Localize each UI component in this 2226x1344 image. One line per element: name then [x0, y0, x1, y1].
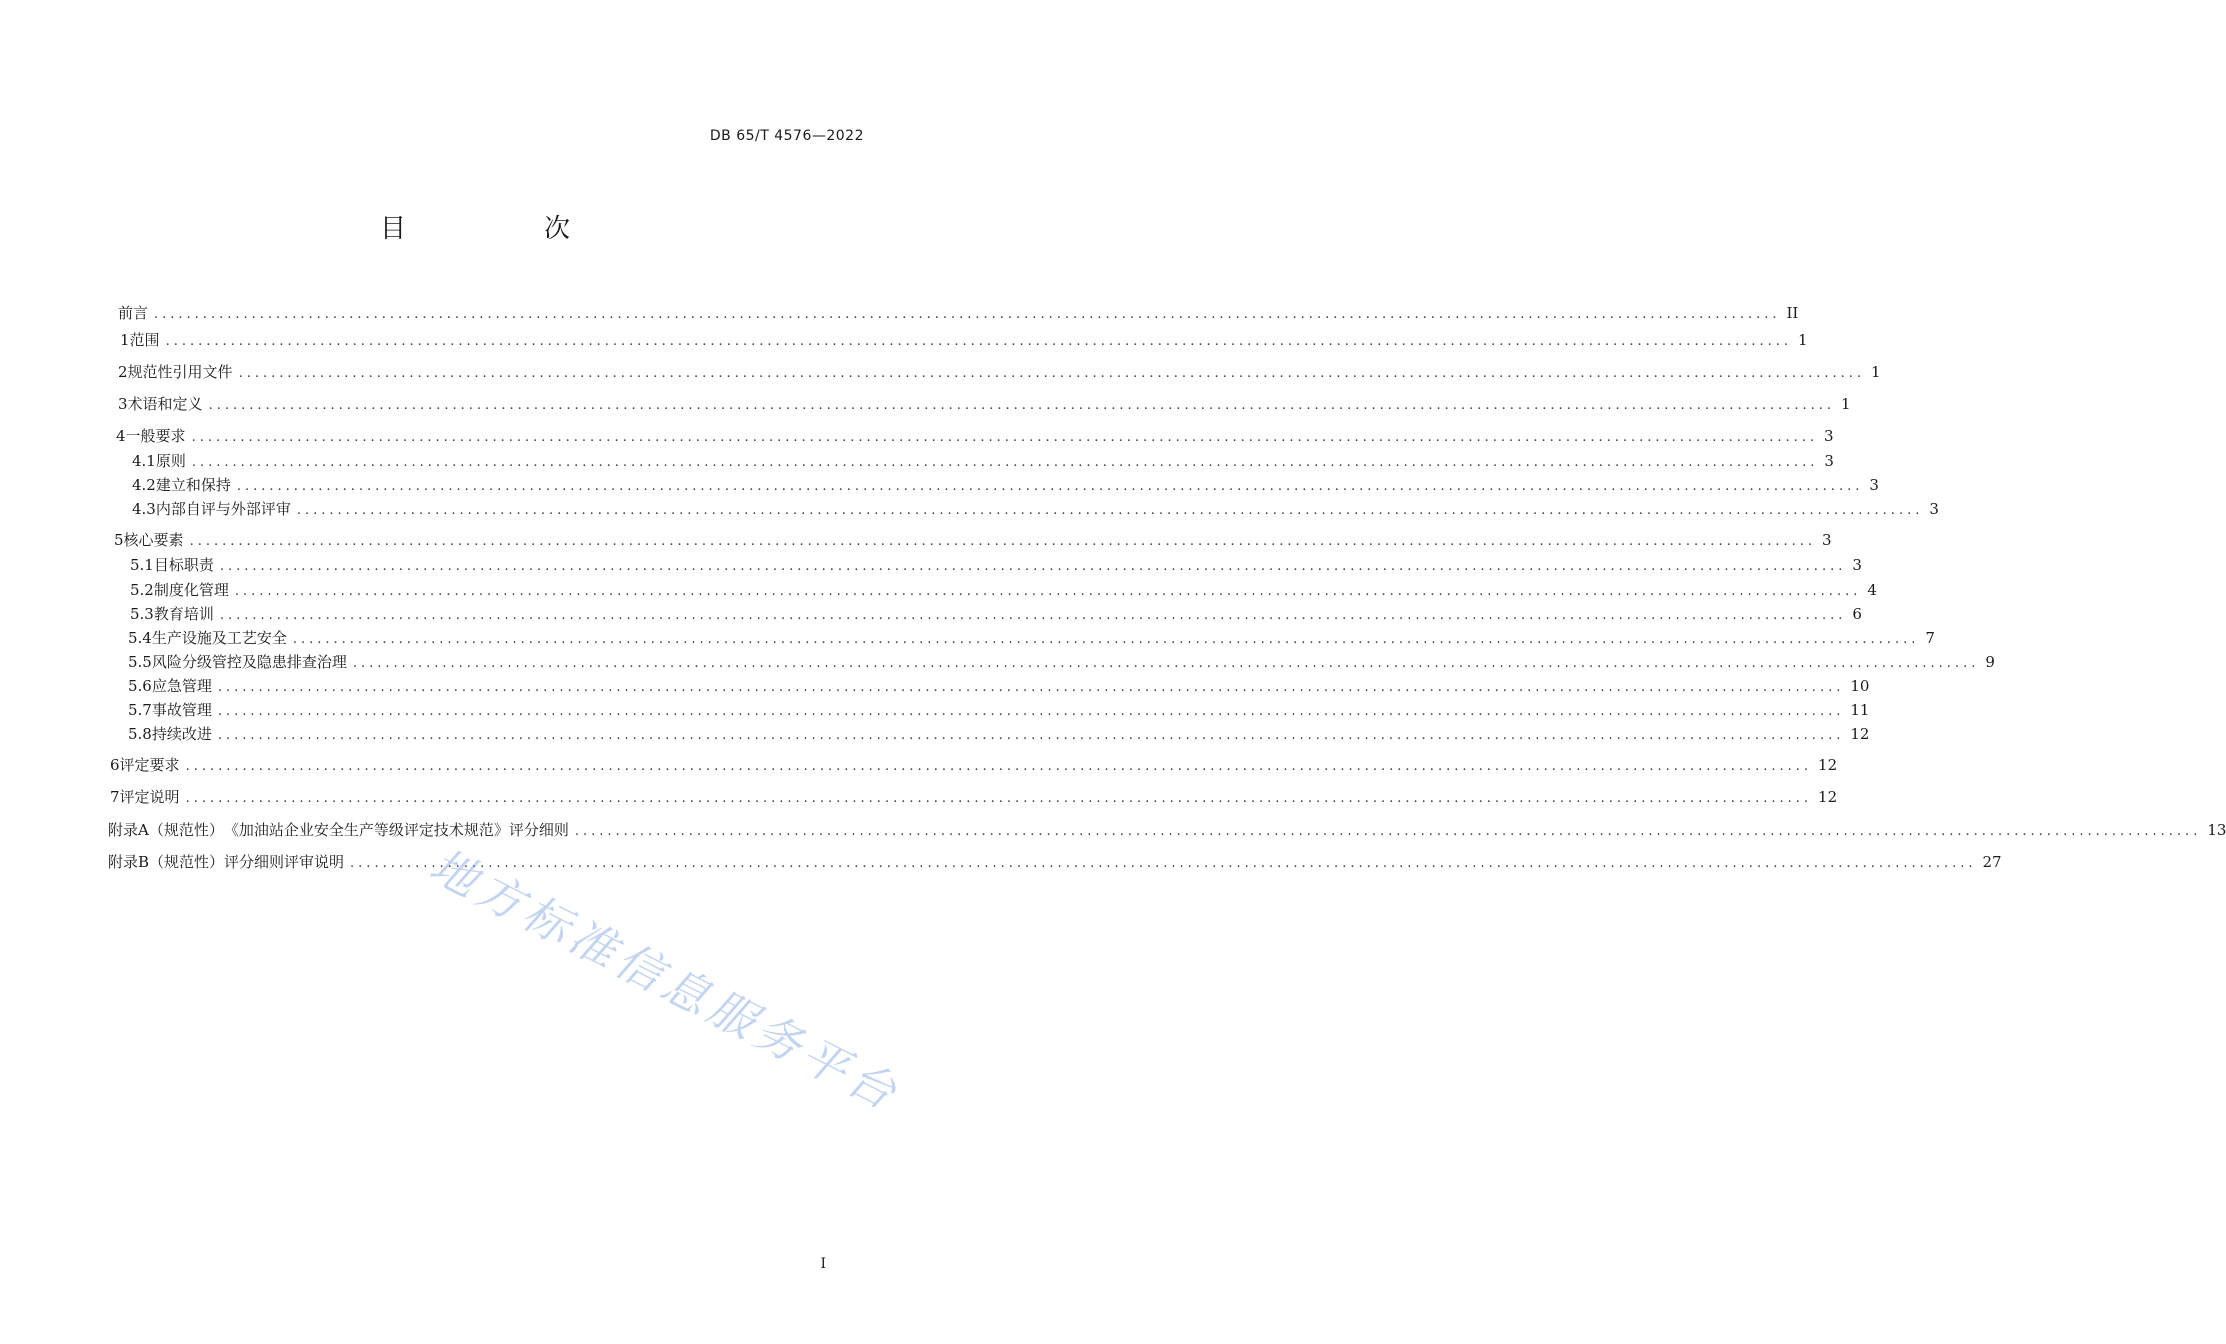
toc-entry-number: 5.8: [128, 725, 152, 743]
toc-entry-number: 1: [120, 331, 130, 349]
toc-entry-page: 3: [1869, 476, 1879, 494]
toc-entry-page: 3: [1824, 452, 1834, 470]
dot-leader: ........................................................................................................................................................................................................: [238, 366, 1866, 381]
toc-entry[interactable]: [110, 787, 1838, 807]
page-title: 目 次: [379, 214, 626, 244]
toc-entry-page: 12: [1850, 725, 1870, 743]
dot-leader: ........................................................................................................................................................................................................: [350, 856, 1977, 871]
toc-entry[interactable]: [108, 820, 2226, 840]
toc-entry-page: 12: [1818, 788, 1838, 806]
toc-entry-number: 4.2: [132, 476, 156, 494]
toc-entry-number: 6: [110, 756, 120, 774]
dot-leader: ........................................................................................................................................................................................................: [296, 503, 1924, 518]
toc-entry-number: 5.7: [128, 701, 152, 719]
toc-entry-label: 原则: [155, 452, 186, 470]
toc-entry-label: 评定要求: [119, 756, 180, 774]
toc-entry[interactable]: [120, 330, 1808, 350]
toc-entry-page: 11: [1850, 701, 1870, 719]
toc-entry-page: 4: [1867, 581, 1877, 599]
toc-entry-number: 5.6: [128, 677, 152, 695]
dot-leader: ........................................................................................................................................................................................................: [234, 584, 1862, 599]
toc-entry-number: 4.1: [132, 452, 156, 470]
dot-leader: ........................................................................................................................................................................................................: [219, 559, 1847, 574]
toc-entry-page: 3: [1822, 531, 1832, 549]
dot-leader: ........................................................................................................................................................................................................: [191, 455, 1819, 470]
toc-entry-number: 4.3: [132, 500, 156, 518]
toc-entry-label: 制度化管理: [153, 581, 229, 599]
toc-entry-page: 1: [1871, 363, 1881, 381]
toc-entry-number: 5.5: [128, 653, 152, 671]
toc-entry-label: 建立和保持: [155, 476, 231, 494]
toc-entry-number: 4: [116, 427, 126, 445]
toc-entry-number: 5.2: [130, 581, 154, 599]
dot-leader: ........................................................................................................................................................................................................: [236, 479, 1864, 494]
toc-entry-page: 9: [1985, 653, 1995, 671]
toc-entry[interactable]: [128, 676, 1870, 696]
toc-entry-label: 教育培训: [153, 605, 214, 623]
dot-leader: ........................................................................................................................................................................................................: [154, 307, 1781, 322]
dot-leader: ........................................................................................................................................................................................................: [217, 728, 1845, 743]
dot-leader: ........................................................................................................................................................................................................: [189, 534, 1817, 549]
toc-entry-page: 3: [1824, 427, 1834, 445]
dot-leader: ........................................................................................................................................................................................................: [191, 430, 1819, 445]
dot-leader: ........................................................................................................................................................................................................: [165, 334, 1793, 349]
toc-entry-number: 5.3: [130, 605, 154, 623]
toc-entry-page: 3: [1929, 500, 1939, 518]
toc-entry-label: 生产设施及工艺安全: [151, 629, 287, 647]
toc-entry-page: 3: [1852, 556, 1862, 574]
toc-entry-label: 持续改进: [151, 725, 212, 743]
toc-entry[interactable]: [118, 394, 1851, 414]
toc-entry-number: 7: [110, 788, 120, 806]
toc-entry-label: 内部自评与外部评审: [155, 500, 291, 518]
toc-entry-page: 27: [1982, 853, 2002, 871]
toc-entry-page: 6: [1852, 605, 1862, 623]
toc-entry[interactable]: [128, 724, 1870, 744]
toc-entry[interactable]: [130, 580, 1877, 600]
toc-entry-label: 目标职责: [153, 556, 214, 574]
toc-entry-label: 规范性引用文件: [127, 363, 233, 381]
toc-entry-label: 评定说明: [119, 788, 180, 806]
toc-entry[interactable]: [128, 652, 1995, 672]
dot-leader: ........................................................................................................................................................................................................: [574, 824, 2202, 839]
toc-entry[interactable]: [116, 426, 1834, 446]
dot-leader: ........................................................................................................................................................................................................: [185, 791, 1813, 806]
dot-leader: ........................................................................................................................................................................................................: [352, 656, 1980, 671]
toc-entry-page: 7: [1925, 629, 1935, 647]
page-number: I: [820, 1256, 826, 1272]
dot-leader: ........................................................................................................................................................................................................: [217, 680, 1845, 695]
toc-entry[interactable]: [128, 700, 1870, 720]
toc-entry[interactable]: [130, 555, 1862, 575]
toc-entry[interactable]: [132, 499, 1939, 519]
toc-entry-page: 1: [1841, 395, 1851, 413]
toc-entry-number: 3: [118, 395, 128, 413]
toc-entry-number: 5.4: [128, 629, 152, 647]
toc-entry[interactable]: [114, 530, 1832, 550]
toc-entry-page: 13: [2207, 821, 2226, 839]
toc-entry-number: 附录B（规范性）: [108, 853, 225, 871]
toc-entry-page: 1: [1798, 331, 1808, 349]
toc-entry-label: 《加油站企业安全生产等级评定技术规范》评分细则: [223, 821, 569, 839]
toc-entry-label: 范围: [129, 331, 160, 349]
dot-leader: ........................................................................................................................................................................................................: [208, 398, 1836, 413]
toc-entry[interactable]: [132, 451, 1834, 471]
toc-entry-number: 2: [118, 363, 128, 381]
watermark: 地方标准信息服务平台: [421, 838, 910, 1123]
toc-entry-label: 一般要求: [125, 427, 186, 445]
toc-entry-number: 附录A（规范性）: [108, 821, 224, 839]
toc-entry-label: 事故管理: [151, 701, 212, 719]
toc-entry-page: 12: [1818, 756, 1838, 774]
toc-entry[interactable]: [132, 475, 1879, 495]
toc-entry[interactable]: [118, 303, 1799, 323]
dot-leader: ........................................................................................................................................................................................................: [185, 759, 1813, 774]
toc-entry-label: 风险分级管控及隐患排查治理: [151, 653, 347, 671]
dot-leader: ........................................................................................................................................................................................................: [219, 608, 1847, 623]
toc-entry[interactable]: [130, 604, 1862, 624]
toc-entry-page: 10: [1850, 677, 1870, 695]
toc-entry-label: 应急管理: [151, 677, 212, 695]
document-code: DB 65/T 4576—2022: [709, 128, 864, 144]
toc-entry[interactable]: [128, 628, 1935, 648]
dot-leader: ........................................................................................................................................................................................................: [217, 704, 1845, 719]
toc-entry[interactable]: [118, 362, 1881, 382]
toc-entry-label: 核心要素: [123, 531, 184, 549]
toc-entry-label: 评分细则评审说明: [224, 853, 345, 871]
toc-entry[interactable]: [110, 755, 1838, 775]
dot-leader: ........................................................................................................................................................................................................: [292, 632, 1920, 647]
toc-entry-number: 5: [114, 531, 124, 549]
toc-entry-label: 术语和定义: [127, 395, 203, 413]
toc-entry-number: 5.1: [130, 556, 154, 574]
toc-entry-label: 前言: [118, 304, 149, 322]
toc-entry-page: II: [1786, 304, 1799, 322]
